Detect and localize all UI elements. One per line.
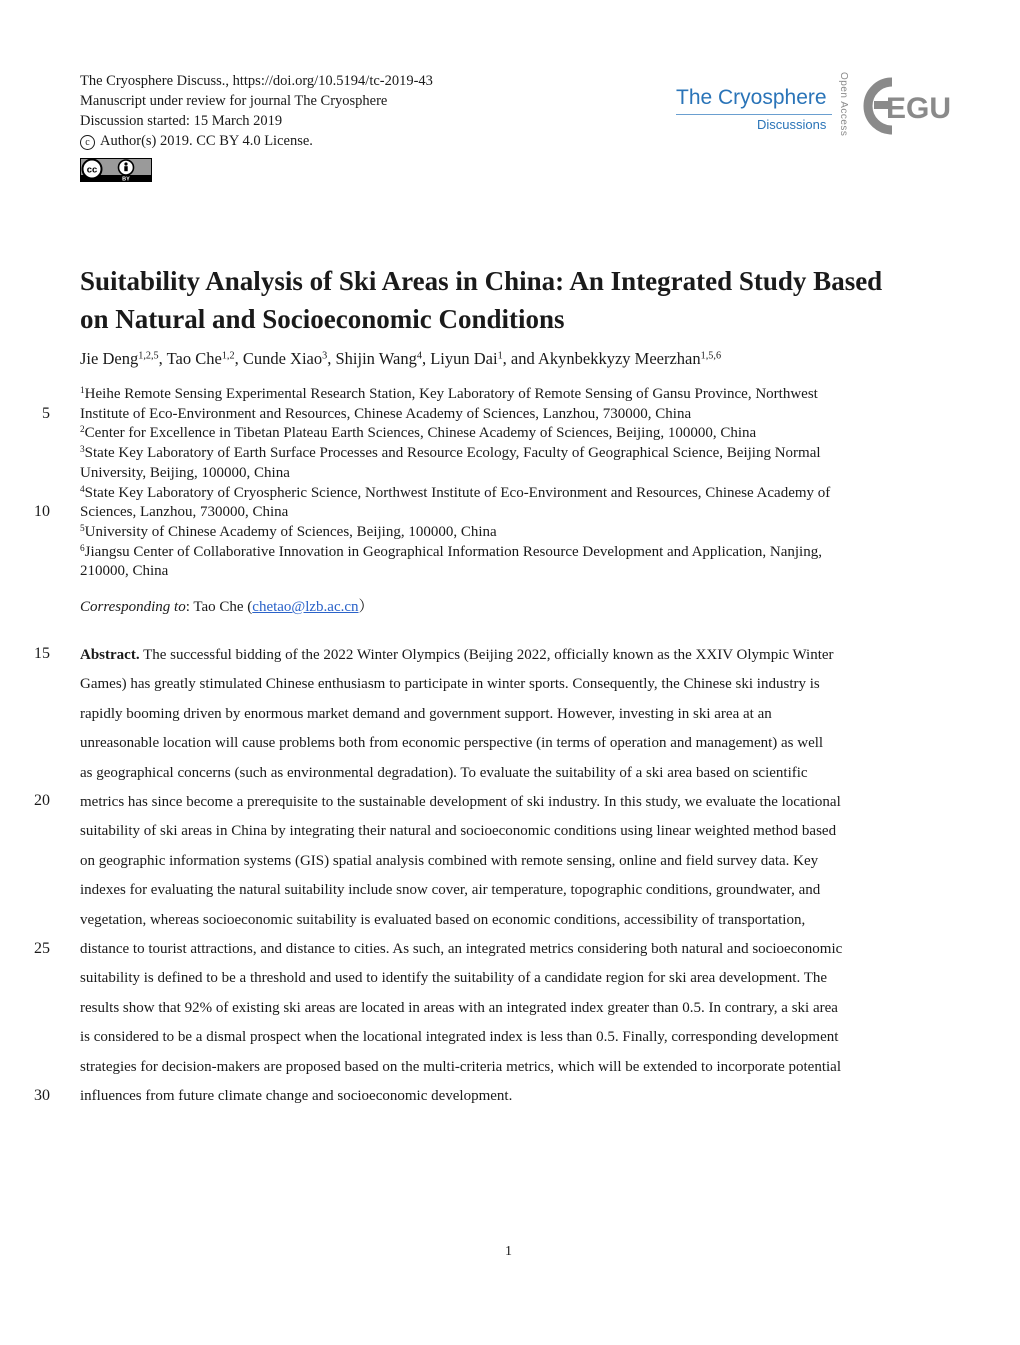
affiliation-text: Institute of Eco-Environment and Resources, Chinese Academy of Sciences, Lanzhou, 730000, China (80, 405, 692, 422)
affiliations (80, 385, 940, 582)
line-number: 10 (34, 503, 50, 520)
abstract-line: Games) has greatly stimulated Chinese enthusiasm to participate in winter sports. Consequently, the Chinese ski industry is (80, 676, 820, 693)
abstract-line: rapidly booming driven by enormous market demand and government support. However, investing in ski area at an (80, 705, 772, 722)
page-number: 1 (505, 1244, 512, 1259)
affiliation-3 (80, 444, 940, 483)
author-separator: , and (502, 349, 538, 368)
affiliation-index: 2 (80, 425, 85, 436)
copyright-text: Author(s) 2019. CC BY 4.0 License. (100, 133, 313, 149)
affiliation-text: 210000, China (80, 563, 169, 580)
affiliation-2 (80, 424, 940, 444)
abstract-line: results show that 92% of existing ski areas are located in areas with an integrated index greater than 0.5. In contrary, a ski area (80, 999, 838, 1016)
abstract-line: distance to tourist attractions, and distance to cities. As such, an integrated metrics considering both natural and socioeconomic (80, 941, 843, 958)
discussion-started: Discussion started: 15 March 2019 (80, 113, 283, 129)
author-separator: , (327, 349, 336, 368)
abstract-label: Abstract. (80, 647, 140, 663)
line-number: 20 (34, 792, 50, 809)
publisher-logo-text: EGU (886, 92, 952, 125)
cc-badge-text: BY (122, 176, 130, 183)
author-affil-index: 1,5,6 (700, 350, 722, 362)
author-name: Cunde Xiao (242, 349, 323, 368)
abstract-line: metrics has since become a prerequisite to the sustainable development of ski industry. In this study, we evaluate the locational (80, 794, 841, 811)
abstract-line: on geographic information systems (GIS) spatial analysis combined with remote sensing, online and field survey data. Key (80, 852, 819, 869)
journal-rule (676, 114, 832, 115)
title-line-2: on Natural and Socioeconomic Conditions (80, 304, 565, 334)
affiliation-4 (80, 484, 940, 523)
affiliation-text: University, Beijing, 100000, China (80, 464, 290, 481)
paper-title (80, 262, 940, 338)
affiliation-text: Heihe Remote Sensing Experimental Research Station, Key Laboratory of Remote Sensing of Gansu Province, Northwest (84, 386, 818, 402)
correspondence-email-link[interactable]: chetao@lzb.ac.cn (252, 599, 359, 615)
author-separator: , (421, 349, 431, 368)
affiliation-text: Jiangsu Center of Collaborative Innovation in Geographical Information Resource Development and Application, Nanjing, (84, 543, 822, 560)
author-list (80, 349, 721, 369)
correspondence-close: ） (358, 599, 374, 615)
abstract-line: indexes for evaluating the natural suitability include snow cover, air temperature, topographic conditions, groundwater, and (80, 882, 821, 899)
author-name: Shijin Wang (335, 349, 417, 368)
author-affil-index: 1 (497, 350, 503, 362)
affiliation-index: 3 (80, 445, 85, 455)
correspondence-label: Corresponding to (80, 599, 186, 615)
citation: The Cryosphere Discuss., https://doi.org/10.5194/tc-2019-43 (80, 73, 433, 89)
affiliation-text: Center for Excellence in Tibetan Plateau Earth Sciences, Chinese Academy of Sciences, Beijing, 100000, China (84, 425, 757, 442)
affiliation-text: University of Chinese Academy of Sciences, Beijing, 100000, China (84, 523, 497, 540)
svg-text:cc: cc (86, 164, 98, 176)
line-number: 5 (42, 405, 50, 422)
open-access-label: Open Access (838, 72, 849, 137)
affiliation-index: 5 (80, 523, 85, 534)
abstract-line: vegetation, whereas socioeconomic suitability is evaluated based on economic conditions, accessibility of transportation, (80, 911, 806, 928)
author-name: Akynbekkyzy Meerzhan (537, 349, 701, 368)
author-affil-index: 1,2 (221, 350, 235, 362)
author-separator: , (234, 349, 243, 368)
title-line-1: Suitability Analysis of Ski Areas in China: An Integrated Study Based (80, 266, 883, 296)
copyright-icon: c (80, 135, 95, 150)
egu-logo-icon (858, 72, 952, 140)
line-number: 30 (34, 1087, 50, 1104)
abstract-line: is considered to be a dismal prospect when the locational integrated index is less than 0.5. Finally, corresponding development (80, 1029, 839, 1046)
correspondence (80, 595, 374, 616)
cc-by-license-icon[interactable] (80, 158, 152, 182)
line-number: 25 (34, 940, 50, 957)
abstract-line: unreasonable location will cause problems both from economic perspective (in terms of operation and management) as well (80, 735, 824, 752)
affiliation-6 (80, 543, 940, 582)
abstract-line (80, 641, 940, 670)
review-status: Manuscript under review for journal The Cryosphere (80, 93, 388, 109)
abstract (80, 641, 940, 1112)
affiliation-text: Sciences, Lanzhou, 730000, China (80, 504, 289, 521)
author-name: Liyun Dai (430, 349, 498, 368)
journal-name: The Cryosphere (676, 86, 827, 109)
abstract-line: suitability of ski areas in China by integrating their natural and socioeconomic conditions using linear weighted method based (80, 823, 837, 840)
affiliation-1 (80, 385, 940, 424)
correspondence-name: : Tao Che ( (185, 599, 253, 615)
author-name: Jie Deng (80, 349, 139, 368)
line-number: 15 (34, 645, 50, 662)
abstract-line: strategies for decision-makers are proposed based on the multi-criteria metrics, which will be extended to incorporate potential (80, 1058, 841, 1075)
author-affil-index: 1,2,5 (138, 350, 159, 362)
affiliation-text: State Key Laboratory of Earth Surface Processes and Resource Ecology, Faculty of Geographical Science, Beijing Normal (84, 445, 821, 462)
affiliation-text: State Key Laboratory of Cryospheric Science, Northwest Institute of Eco-Environment and Resources, Chinese Academy of (84, 484, 831, 501)
abstract-line-text: The successful bidding of the 2022 Winter Olympics (Beijing 2022, officially known as the XXIV Olympic Winter (143, 647, 834, 663)
affiliation-5 (80, 523, 940, 543)
author-name: Tao Che (166, 349, 222, 368)
author-affil-index: 3 (322, 350, 328, 362)
journal-subtitle: Discussions (757, 117, 827, 132)
affiliation-index: 4 (80, 484, 85, 495)
abstract-line: as geographical concerns (such as environmental degradation). To evaluate the suitability of a ski area based on scientific (80, 764, 808, 781)
author-separator: , (158, 349, 167, 368)
abstract-line: influences from future climate change and socioeconomic development. (80, 1088, 513, 1105)
affiliation-index: 6 (80, 543, 85, 554)
abstract-line: suitability is defined to be a threshold and used to identify the suitability of a candidate region for ski area development. The (80, 970, 828, 987)
copyright-line (80, 131, 313, 151)
affiliation-index: 1 (80, 385, 85, 396)
author-affil-index: 4 (416, 350, 422, 362)
